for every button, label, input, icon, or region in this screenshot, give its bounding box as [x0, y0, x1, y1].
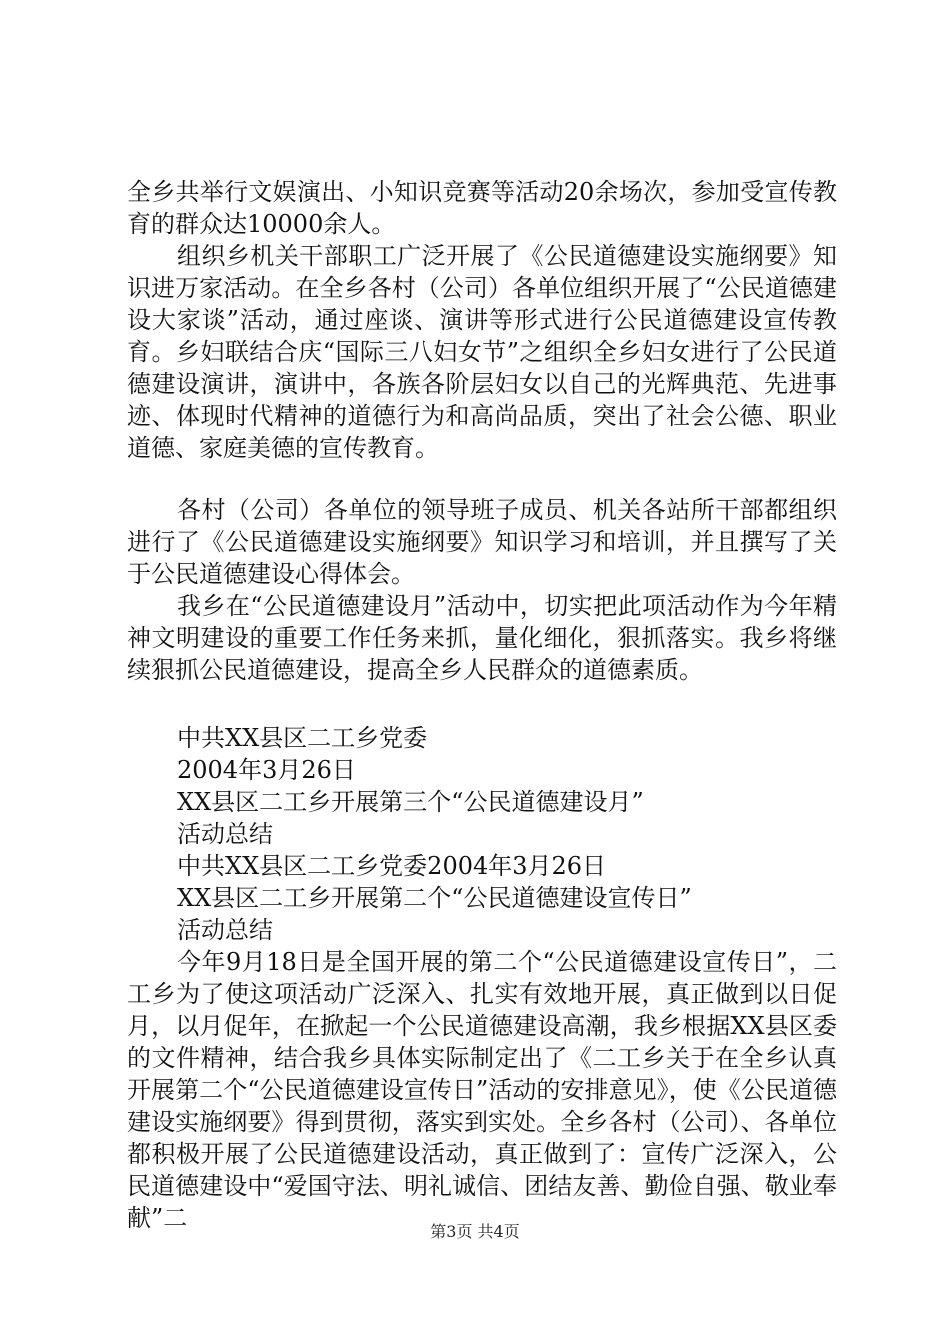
paragraph-knowledge-campaign: 组织乡机关干部职工广泛开展了《公民道德建设实施纲要》知识进万家活动。在全乡各村（公司）各单位组织开展了“公民道德建设大家谈”活动，通过座谈、演讲等形式进行公民道德建设宣传教育。乡妇联结合庆“国际三八妇女节”之组织全乡妇女进行了公民道德建设演讲，演讲中，各族各阶层妇女以自己的光辉典范、先进事迹、体现时代精神的道德行为和高尚品质，突出了社会公德、职业道德、家庭美德的宣传教育。	[127, 242, 837, 462]
paragraph-publicity-day: 今年9月18日是全国开展的第二个“公民道德建设宣传日”，二工乡为了使这项活动广泛深入、扎实有效地开展，真正做到以日促月，以月促年，在掀起一个公民道德建设高潮，我乡根据XX县区委的文件精神，结合我乡具体实际制定出了《二工乡关于在全乡认真开展第二个“公民道德建设宣传日”活动的安排意见》，使《公民道德建设实施纲要》得到贯彻，落实到实处。全乡各村（公司）、各单位都积极开展了公民道德建设活动，真正做到了：宣传广泛深入，公民道德建设中“爱国守法、明礼诚信、团结友善、勤俭自强、敬业奉献”二	[127, 948, 837, 1232]
signature-organization-date: 中共XX县区二工乡党委2004年3月26日	[177, 852, 607, 880]
paragraph-activities-count: 全乡共举行文娱演出、小知识竞赛等活动20余场次，参加受宣传教育的群众达10000余人。	[127, 178, 837, 238]
paragraph-leadership-training: 各村（公司）各单位的领导班子成员、机关各站所干部都组织进行了《公民道德建设实施纲要》知识学习和培训，并且撰写了关于公民道德建设心得体会。	[127, 496, 837, 588]
signature-date: 2004年3月26日	[177, 756, 356, 784]
page-number: 第3页 共4页	[430, 1222, 520, 1241]
next-title-line-2: 活动总结	[177, 820, 273, 848]
signature-block	[127, 722, 837, 946]
document-body	[127, 176, 837, 1234]
signature-organization: 中共XX县区二工乡党委	[177, 724, 428, 752]
second-title-line-1: XX县区二工乡开展第二个“公民道德建设宣传日”	[177, 884, 692, 912]
second-title-line-2: 活动总结	[177, 916, 273, 944]
paragraph-conclusion: 我乡在“公民道德建设月”活动中，切实把此项活动作为今年精神文明建设的重要工作任务来抓，量化细化，狠抓落实。我乡将继续狠抓公民道德建设，提高全乡人民群众的道德素质。	[127, 592, 837, 684]
next-title-line-1: XX县区二工乡开展第三个“公民道德建设月”	[177, 788, 644, 816]
